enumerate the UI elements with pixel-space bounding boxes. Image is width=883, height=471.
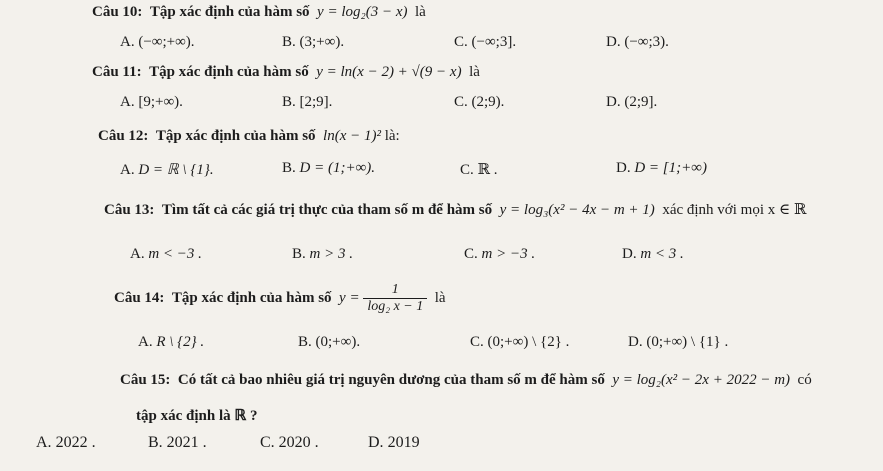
option-label: D. [606,94,621,110]
question-text: Tập xác định của hàm số [171,290,332,306]
option-label: B. [292,246,306,262]
option-label: A. [120,94,135,110]
option-value: R \ {2} . [156,334,205,350]
option-label: B. [282,94,296,110]
option-value: (−∞;3). [624,34,669,50]
question-suffix: là: [384,128,400,144]
question-10-stem [92,4,426,21]
option-value: [2;9]. [299,94,333,110]
fraction-numerator: 1 [363,282,427,299]
question-suffix: là [434,290,446,306]
option-value: (−∞;+∞). [138,34,195,50]
question-fraction [363,282,427,315]
question-15-stem [120,372,812,389]
question-expression: y = log₂(3 − x) [317,4,408,20]
question-11-option-d[interactable] [606,94,657,111]
question-13-option-a[interactable] [130,246,202,263]
option-value: (0;+∞) \ {1} . [646,334,729,350]
question-13-option-b[interactable] [292,246,353,263]
question-12-option-d[interactable] [616,160,707,177]
question-expression-prefix: y = [339,290,360,306]
question-expression: y = ln(x − 2) + √(9 − x) [316,64,462,80]
question-12-option-c[interactable] [460,160,497,179]
option-value: 2022 . [55,434,96,451]
option-value: D = (1;+∞). [299,160,376,176]
option-value: [9;+∞). [138,94,183,110]
fraction-denominator: log₂ x − 1 [367,299,424,315]
option-label: B. [148,434,163,451]
option-label: A. [120,34,135,50]
question-label: Câu 14: [114,290,165,306]
option-label: C. [260,434,275,451]
question-15-option-b[interactable] [148,434,207,452]
question-suffix: là [414,4,426,20]
question-text: Tìm tất cả các giá trị thực của tham số m để hàm số [161,202,493,218]
option-value: m < 3 . [640,246,684,262]
question-10-option-c[interactable] [454,34,516,51]
question-13-option-c[interactable] [464,246,535,263]
question-11-stem [92,64,480,81]
question-label: Câu 10: [92,4,143,20]
question-15-option-d[interactable] [368,434,420,452]
option-label: B. [298,334,312,350]
question-10-option-a[interactable] [120,34,195,51]
option-value: (2;9). [471,94,505,110]
question-14-option-d[interactable] [628,334,728,351]
option-value: m > 3 . [309,246,353,262]
question-10-option-b[interactable] [282,34,344,51]
option-label: D. [616,160,631,176]
question-text-line2: tập xác định là ℝ ? [136,408,258,424]
question-15-option-a[interactable] [36,434,96,452]
question-expression: y = log₃(x² − 4x − m + 1) [499,202,655,218]
question-12-option-a[interactable] [120,160,214,179]
question-text: Tập xác định của hàm số [155,128,316,144]
option-label: A. [120,162,135,178]
option-label: A. [36,434,52,451]
question-suffix: xác định với mọi x ∈ ℝ [662,202,807,218]
question-14-option-a[interactable] [138,334,204,351]
question-11-option-b[interactable] [282,94,332,111]
question-expression: y = log₂(x² − 2x + 2022 − m) [612,372,791,388]
option-label: A. [138,334,153,350]
option-label: B. [282,34,296,50]
option-value: D = [1;+∞) [634,160,707,176]
question-label: Câu 11: [92,64,142,80]
option-value: (−∞;3]. [471,34,517,50]
option-value: 2020 . [278,434,319,451]
question-text: Tập xác định của hàm số [149,4,310,20]
option-value: (3;+∞). [299,34,345,50]
question-13-stem [104,200,806,219]
question-label: Câu 12: [98,128,149,144]
question-label: Câu 13: [104,202,155,218]
question-15-stem-line2 [136,406,258,425]
option-label: A. [130,246,145,262]
question-12-option-b[interactable] [282,160,375,177]
question-14-stem [114,278,446,318]
option-label: C. [464,246,478,262]
question-text: Tập xác định của hàm số [149,64,309,80]
question-15-option-c[interactable] [260,434,319,452]
option-value: m < −3 . [148,246,202,262]
option-label: D. [622,246,637,262]
option-value: 2021 . [166,434,207,451]
question-expression: ln(x − 1)² [323,128,381,144]
question-14-option-b[interactable] [298,334,360,351]
option-label: C. [470,334,484,350]
option-label: C. [454,34,468,50]
option-label: C. [460,162,474,178]
option-value: D = ℝ \ {1}. [138,162,214,178]
option-label: D. [368,434,384,451]
option-value: (0;+∞). [315,334,361,350]
option-value: m > −3 . [481,246,536,262]
option-value: (0;+∞) \ {2} . [487,334,570,350]
option-value: ℝ . [477,162,498,178]
option-label: C. [454,94,468,110]
question-10-option-d[interactable] [606,34,669,51]
option-label: B. [282,160,296,176]
option-label: D. [606,34,621,50]
option-value: (2;9]. [624,94,658,110]
question-text: Có tất cả bao nhiêu giá trị nguyên dương của tham số m để hàm số [177,372,605,388]
question-suffix: có [797,372,812,388]
question-label: Câu 15: [120,372,171,388]
option-label: D. [628,334,643,350]
question-13-option-d[interactable] [622,246,684,263]
question-14-option-c[interactable] [470,334,569,351]
question-11-option-c[interactable] [454,94,504,111]
question-12-stem [98,128,400,145]
question-suffix: là [469,64,480,80]
question-11-option-a[interactable] [120,94,183,111]
option-value: 2019 [387,434,420,451]
